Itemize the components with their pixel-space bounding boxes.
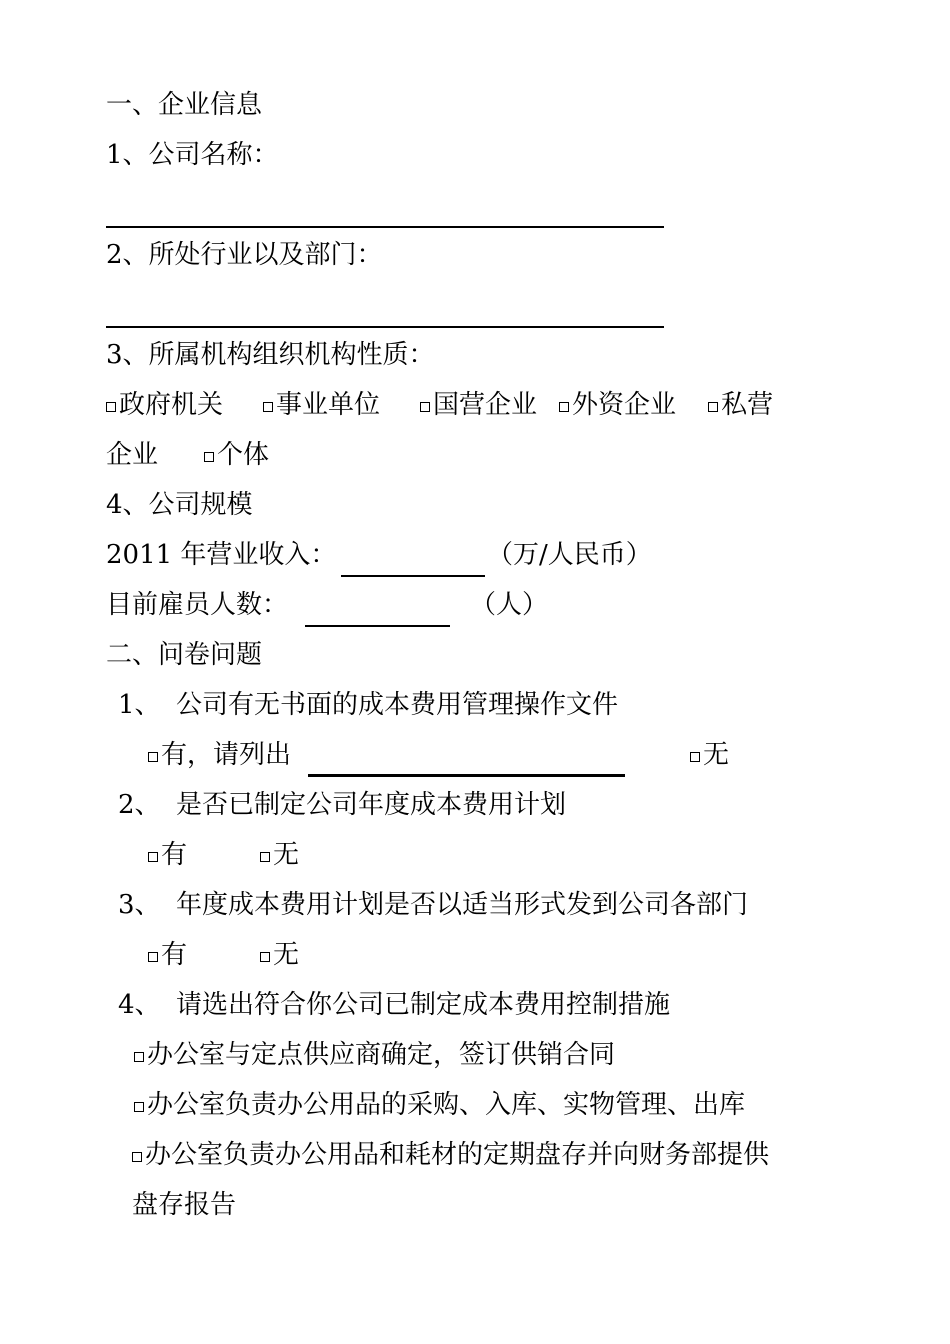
checkbox[interactable]: [134, 1102, 144, 1112]
checkbox[interactable]: [559, 402, 569, 412]
question-3-text: 年度成本费用计划是否以适当形式发到公司各部门: [176, 890, 749, 920]
checkbox[interactable]: [690, 752, 700, 762]
question-1-option-no[interactable]: 无: [690, 740, 729, 770]
revenue-label: 2011 年营业收入：: [106, 540, 337, 570]
section1-heading: 一、企业信息: [106, 90, 263, 120]
org-nature-options-row2: [106, 440, 269, 470]
checkbox[interactable]: [132, 1152, 142, 1162]
question-1-option-yes[interactable]: 有，请列出: [148, 740, 291, 770]
employees-field[interactable]: [305, 625, 450, 627]
checkbox[interactable]: [263, 402, 273, 412]
measure-option-3[interactable]: 办公室负责办公用品和耗材的定期盘存并向财务部提供: [132, 1140, 769, 1170]
question-4-number: 4、: [118, 990, 161, 1020]
question-3-option-yes[interactable]: 有: [148, 940, 187, 970]
option-individual[interactable]: 个体: [204, 440, 269, 470]
checkbox[interactable]: [420, 402, 430, 412]
question-2-option-no[interactable]: 无: [260, 840, 299, 870]
industry-label: 2、所处行业以及部门：: [106, 240, 383, 270]
question-1-text: 公司有无书面的成本费用管理操作文件: [176, 690, 619, 720]
company-scale-label: 4、公司规模: [106, 490, 253, 520]
checkbox[interactable]: [148, 752, 158, 762]
revenue-unit: （万/人民币）: [487, 540, 652, 570]
measure-option-1[interactable]: 办公室与定点供应商确定，签订供销合同: [134, 1040, 615, 1070]
company-name-label: 1、公司名称：: [106, 140, 279, 170]
industry-field[interactable]: [106, 326, 664, 328]
private-enterprise-wrap: 企业: [106, 440, 159, 470]
option-government[interactable]: 政府机关: [106, 390, 223, 420]
checkbox[interactable]: [260, 952, 270, 962]
question-1-number: 1、: [118, 690, 161, 720]
option-public-institution[interactable]: 事业单位: [263, 390, 380, 420]
measure-option-3-wrap: 盘存报告: [132, 1190, 237, 1220]
question-3-number: 3、: [118, 890, 161, 920]
option-private[interactable]: 私营: [708, 390, 773, 420]
checkbox[interactable]: [134, 1052, 144, 1062]
question-2-option-yes[interactable]: 有: [148, 840, 187, 870]
question-2-number: 2、: [118, 790, 161, 820]
measure-option-2[interactable]: 办公室负责办公用品的采购、入库、实物管理、出库: [134, 1090, 745, 1120]
question-4-text: 请选出符合你公司已制定成本费用控制措施: [176, 990, 671, 1020]
revenue-field[interactable]: [341, 575, 485, 577]
section2-heading: 二、问卷问题: [106, 640, 263, 670]
employees-unit: （人）: [470, 590, 549, 620]
question-2-text: 是否已制定公司年度成本费用计划: [176, 790, 567, 820]
checkbox[interactable]: [260, 852, 270, 862]
checkbox[interactable]: [148, 852, 158, 862]
question-3-option-no[interactable]: 无: [260, 940, 299, 970]
company-name-field[interactable]: [106, 226, 664, 228]
checkbox[interactable]: [204, 452, 214, 462]
org-nature-options-row1: [106, 390, 773, 420]
option-foreign-owned[interactable]: 外资企业: [559, 390, 676, 420]
checkbox[interactable]: [148, 952, 158, 962]
employees-label: 目前雇员人数：: [106, 590, 289, 620]
question-1-list-field[interactable]: [308, 774, 625, 777]
option-state-owned[interactable]: 国营企业: [420, 390, 537, 420]
org-nature-label: 3、所属机构组织机构性质：: [106, 340, 435, 370]
checkbox[interactable]: [708, 402, 718, 412]
checkbox[interactable]: [106, 402, 116, 412]
